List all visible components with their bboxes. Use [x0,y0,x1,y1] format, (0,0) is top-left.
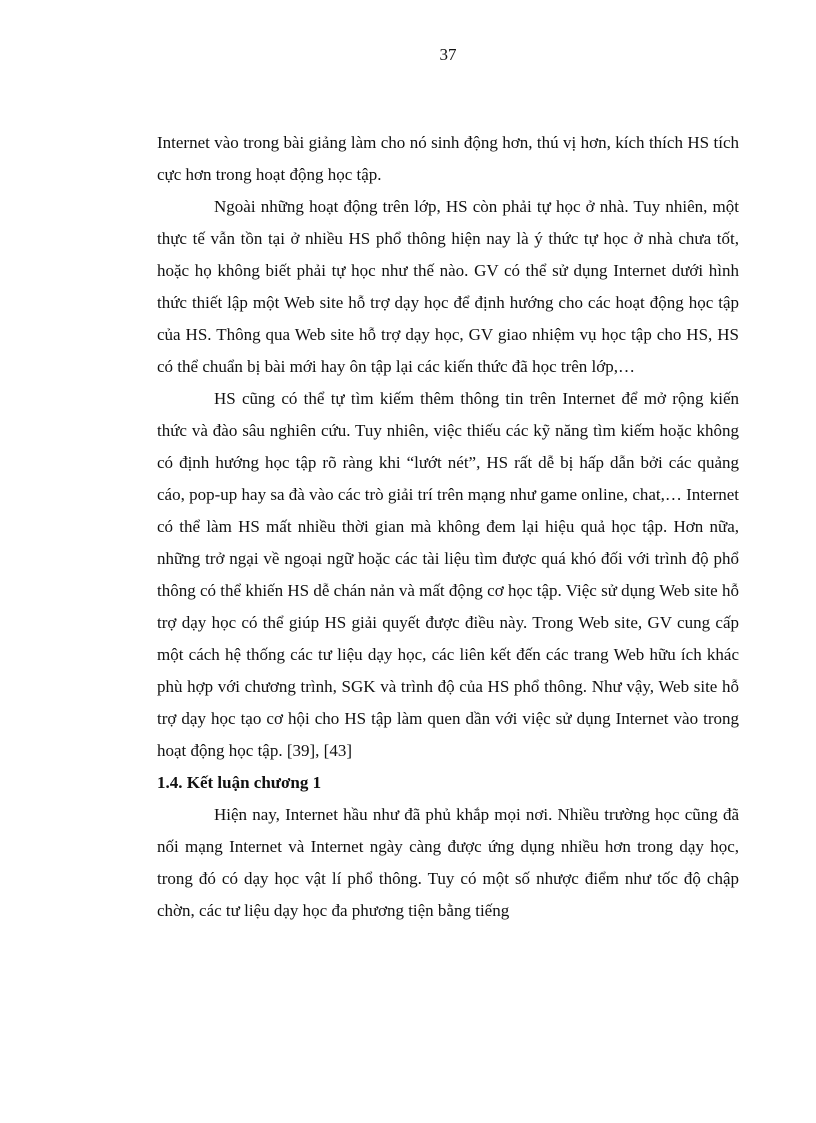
paragraph-conclusion: Hiện nay, Internet hầu như đã phủ khắp mọi nơi. Nhiều trường học cũng đã nối mạng Internet và Internet ngày càng được ứng dụng nhiều hơn trong dạy học, trong đó có dạy học vật lí phổ thông. Tuy có một số nhược điểm như tốc độ chập chờn, các tư liệu dạy học đa phương tiện bằng tiếng [157,805,739,920]
page-number: 37 [439,45,457,64]
document-body [157,127,739,927]
paragraph-internet-search: HS cũng có thể tự tìm kiếm thêm thông tin trên Internet để mở rộng kiến thức và đào sâu nghiên cứu. Tuy nhiên, việc thiếu các kỹ năng tìm kiếm hoặc không có định hướng học tập rõ ràng khi “lướt nét”, HS rất dễ bị hấp dẫn bởi các quảng cáo, pop-up hay sa đà vào các trò giải trí trên mạng như game online, chat,… Internet có thể làm HS mất nhiều thời gian mà không đem lại hiệu quả học tập. Hơn nữa, những trở ngại về ngoại ngữ hoặc các tài liệu tìm được quá khó đối với trình độ phổ thông có thể khiến HS dễ chán nản và mất động cơ học tập. Việc sử dụng Web site hỗ trợ dạy học có thể giúp HS giải quyết được điều này. Trong Web site, GV cung cấp một cách hệ thống các tư liệu dạy học, các liên kết đến các trang Web hữu ích khác phù hợp với chương trình, SGK và trình độ của HS phổ thông. Như vậy, Web site hỗ trợ dạy học tạo cơ hội cho HS tập làm quen dần với việc sử dụng Internet vào trong hoạt động học tập. [39], [43] [157,389,739,760]
section-heading: 1.4. Kết luận chương 1 [157,773,322,792]
paragraph-continuation: Internet vào trong bài giảng làm cho nó sinh động hơn, thú vị hơn, kích thích HS tích cực hơn trong hoạt động học tập. [157,133,739,184]
paragraph-self-study: Ngoài những hoạt động trên lớp, HS còn phải tự học ở nhà. Tuy nhiên, một thực tế vẫn tồn tại ở nhiều HS phổ thông hiện nay là ý thức tự học ở nhà chưa tốt, hoặc họ không biết phải tự học như thế nào. GV có thể sử dụng Internet dưới hình thức thiết lập một Web site hỗ trợ dạy học để định hướng cho các hoạt động học tập của HS. Thông qua Web site hỗ trợ dạy học, GV giao nhiệm vụ học tập cho HS, HS có thể chuẩn bị bài mới hay ôn tập lại các kiến thức đã học trên lớp,… [157,197,739,376]
